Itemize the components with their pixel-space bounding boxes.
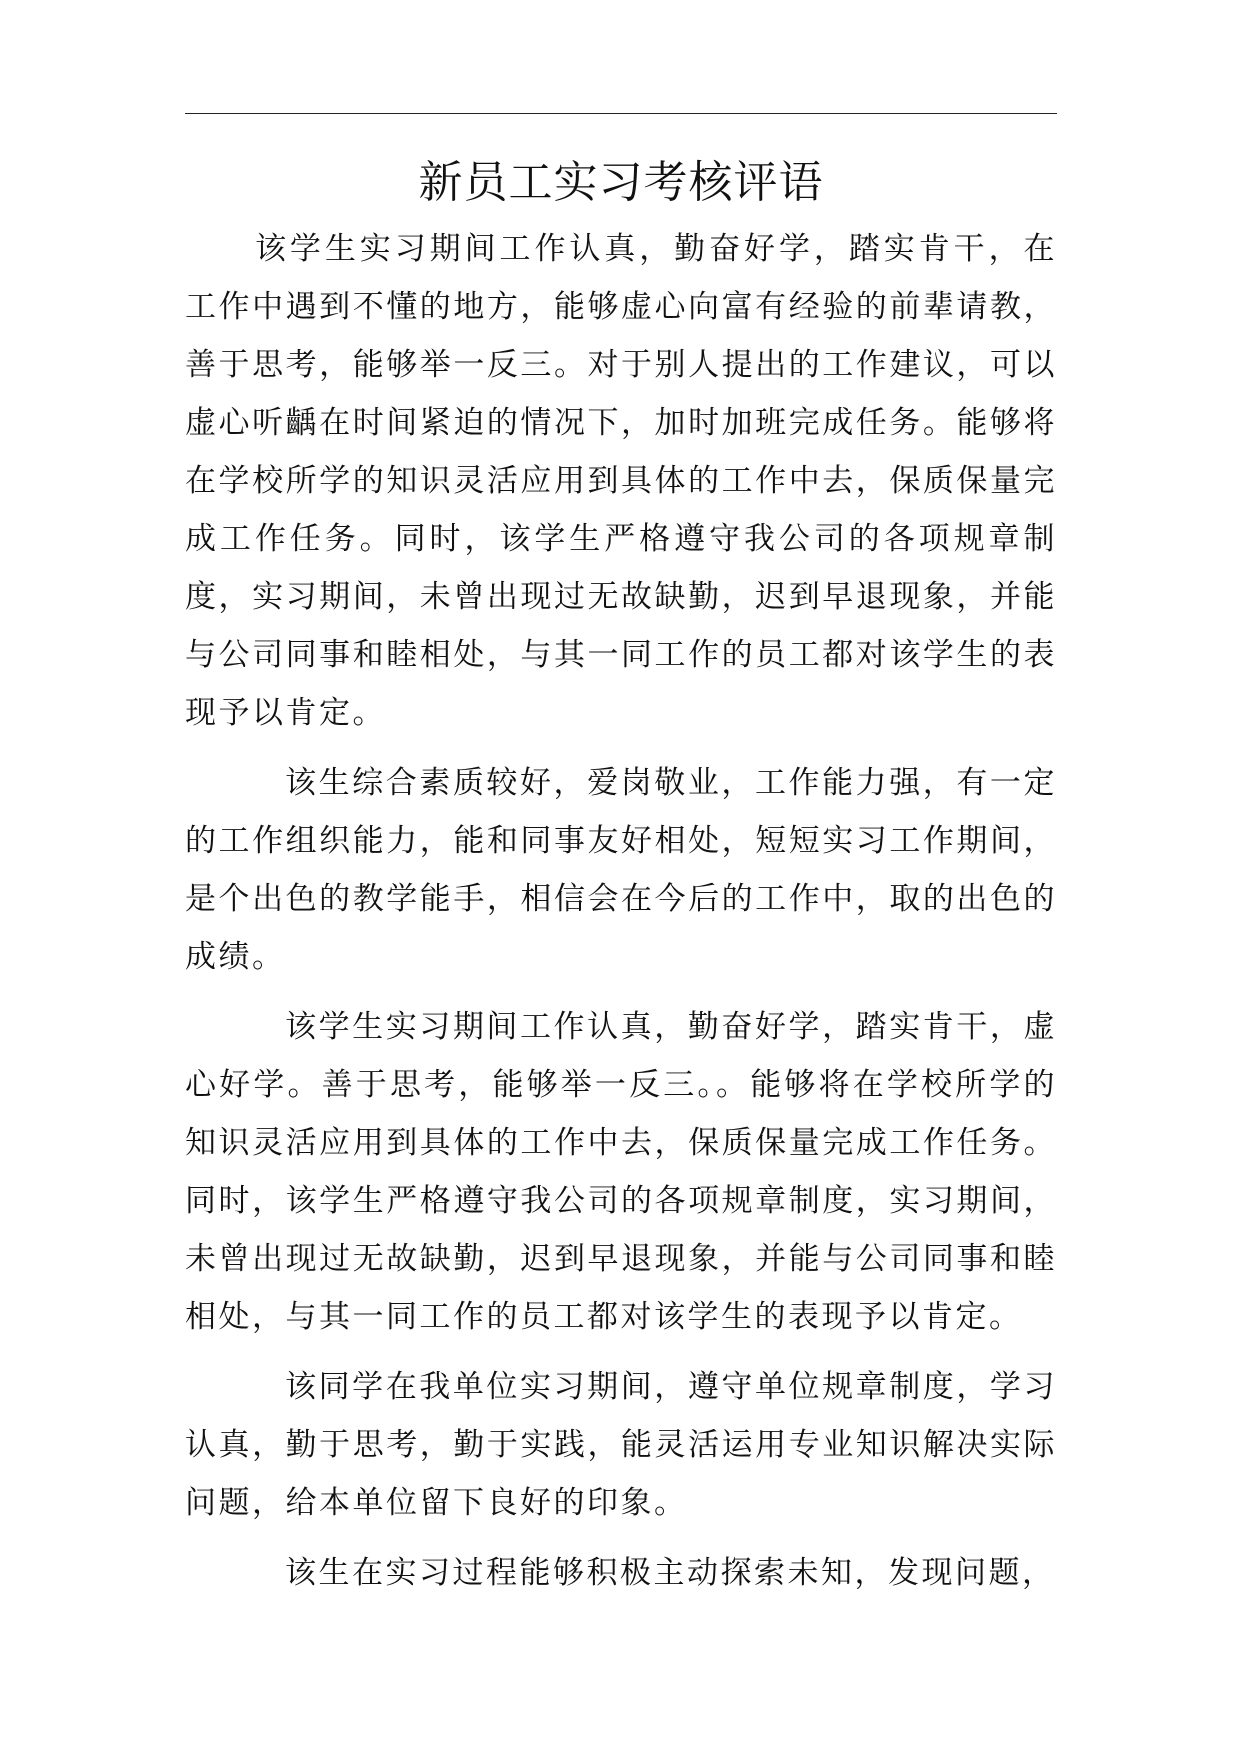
paragraph-1: 该学生实习期间工作认真，勤奋好学，踏实肯干，在工作中遇到不懂的地方，能够虚心向富有经验的前辈请教，善于思考，能够举一反三。对于别人提出的工作建议，可以虚心听齲在时间紧迫的情况下，加时加班完成任务。能够将在学校所学的知识灵活应用到具体的工作中去，保质保量完成工作任务。同时，该学生严格遵守我公司的各项规章制度，实习期间，未曾出现过无故缺勤，迟到早退现象，并能与公司同事和睦相处，与其一同工作的员工都对该学生的表现予以肯定。 xyxy=(185,231,1057,731)
header-rule xyxy=(185,113,1057,114)
paragraph-4: 该同学在我单位实习期间，遵守单位规章制度，学习认真，勤于思考，勤于实践，能灵活运用专业知识解决实际问题，给本单位留下良好的印象。 xyxy=(185,1369,1057,1521)
document-title: 新员工实习考核评语 xyxy=(418,157,824,208)
paragraph-2: 该生综合素质较好，爱岗敬业，工作能力强，有一定的工作组织能力，能和同事友好相处，短短实习工作期间，是个出色的教学能手，相信会在今后的工作中，取的出色的成绩。 xyxy=(185,765,1057,975)
paragraph-5: 该生在实习过程能够积极主动探索未知，发现问题， xyxy=(285,1555,1056,1591)
document-body xyxy=(185,220,1057,1614)
paragraph-3: 该学生实习期间工作认真，勤奋好学，踏实肯干，虚心好学。善于思考，能够举一反三。。能够将在学校所学的知识灵活应用到具体的工作中去，保质保量完成工作任务。同时，该学生严格遵守我公司的各项规章制度，实习期间，未曾出现过无故缺勤，迟到早退现象，并能与公司同事和睦相处，与其一同工作的员工都对该学生的表现予以肯定。 xyxy=(185,1009,1057,1335)
